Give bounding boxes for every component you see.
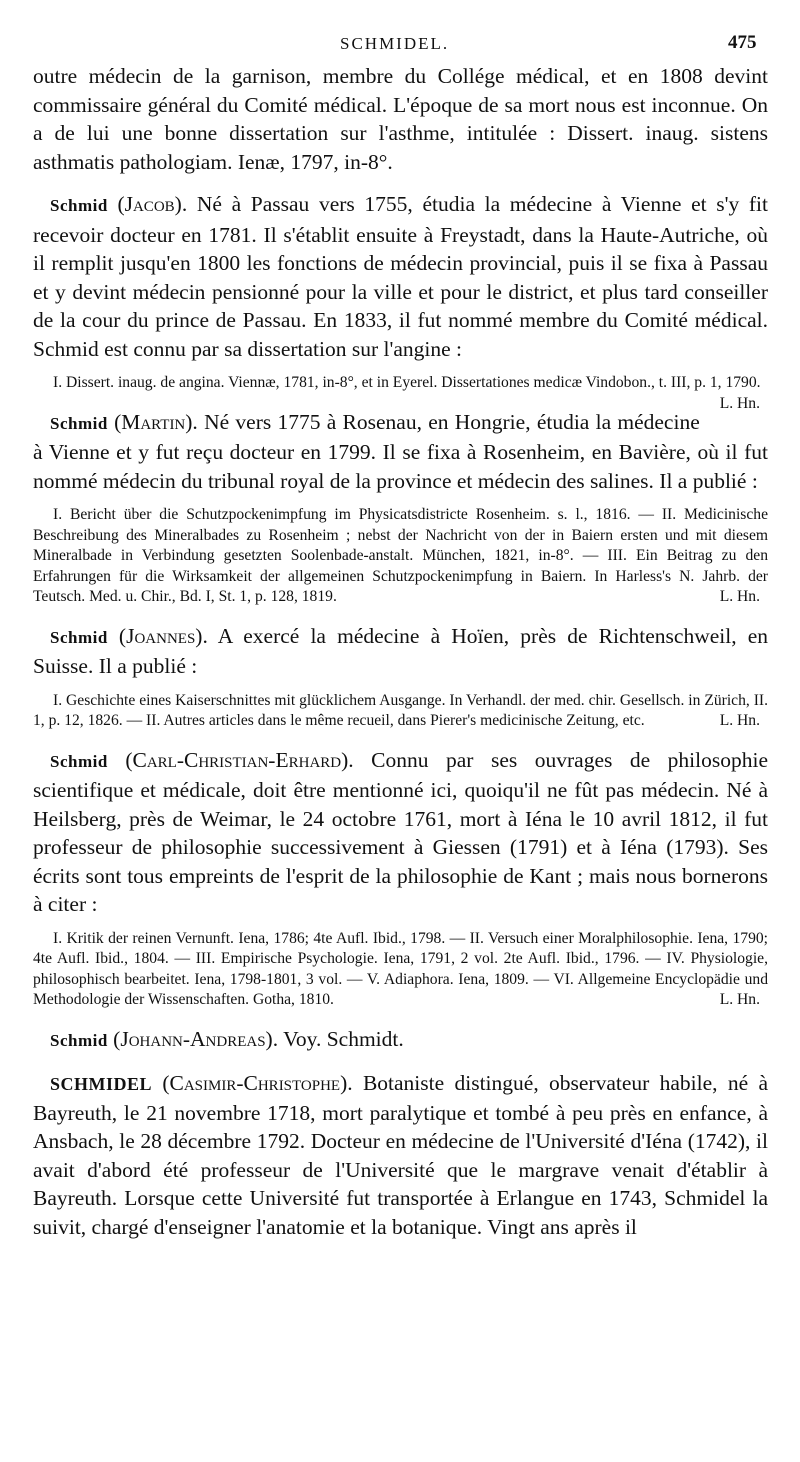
entry-given-name: (Carl-Christian-Erhard).	[125, 747, 354, 772]
entry-text: Voy. Schmidt.	[283, 1026, 404, 1051]
entry-schmid-joannes	[33, 622, 768, 681]
entry-schmidel	[33, 1069, 768, 1241]
entry-given-name: (Jacob).	[117, 192, 188, 216]
bibliography-joannes	[33, 691, 768, 732]
signature: L. Hn.	[719, 588, 760, 605]
entry-text: Botaniste distingué, observateur habile, né à Bayreuth, le 21 novembre 1718, mort paralytique et tombé à peu près en enfance, à Ansbach, le 28 décembre 1792. Docteur en médecine de l'Université d'Iéna (1742), il avait d'abord été professeur de l'Université que le margrave venait d'établir à Bayreuth. Lorsque cette Université fut transportée à Erlangue en 1743, Schmidel la suivit, chargé d'enseigner l'anatomie et la botanique. Vingt ans après il	[33, 1071, 769, 1239]
bibliography-carl	[33, 929, 768, 1011]
entry-given-name: (Martin).	[114, 409, 198, 434]
bibliography-text: I. Kritik der reinen Vernunft. Iena, 1786; 4te Aufl. Ibid., 1798. — II. Versuch einer Moralphilosophie. Iena, 1790; 4te Aufl. Ibid., 1804. — III. Empirische Psychologie. Iena, 1791, 2 vol. 2te Aufl. Ibid., 1796. — IV. Physiologie, philosophisch bearbeitet. Iena, 1798-1801, 3 vol. — V. Adiaphora. Iena, 1809. — VI. Allgemeine Encyclopädie und Methodologie der Wissenschaften. Gotha, 1810.	[33, 929, 768, 1008]
entry-text: Né à Passau vers 1755, étudia la médecine à Vienne et s'y fit recevoir docteur en 1781. Il s'établit ensuite à Freystadt, dans la Haute-Autriche, où il remplit jusqu'en 1800 les fonctions de médecin provincial, puis il se fixa à Passau et y devint médecin pensionné pour la ville et pour le district, et plus tard conseiller de la cour du prince de Passau. En 1833, il fut nommé membre du Comité médical. Schmid est connu par sa dissertation sur l'angine :	[33, 192, 769, 361]
page-body	[33, 62, 768, 1241]
signature: L. Hn.	[719, 991, 760, 1008]
running-title: SCHMIDEL.	[340, 34, 450, 53]
entry-given-name: (Casimir-Christophe).	[162, 1071, 353, 1095]
entry-schmid-carl	[33, 746, 768, 919]
bibliography-text: I. Bericht über die Schutzpockenimpfung im Physicatsdistricte Rosenheim. s. l., 1816. — II. Medicinische Beschreibung des Mineralbades zu Rosenheim ; nebst der Nachricht von der in Baiern ersten und mit diesem Mineralbade in Verbindung gesetzten Soolenbade-anstalt. München, 1821, in-8°. — III. Ein Beitrag zu den Erfahrungen für die Wirksamkeit der allgemeinen Schutzpockenimpfung in Baiern. In Harless's N. Jahrb. der Teutsch. Med. u. Chir., Bd. I, St. 1, p. 128, 1819.	[33, 506, 768, 605]
entry-schmid-jacob	[33, 190, 768, 363]
entry-text: Connu par ses ouvrages de philosophie scientifique et médicale, doit être mentionné ici, quoiqu'il ne fût pas médecin. Né à Heilsberg, près de Weimar, le 24 octobre 1761, mort à Iéna le 10 avril 1812, il fut professeur de philosophie successivement à Giessen (1791) et à Iéna (1793). Ses écrits sont tous empreints de l'esprit de la philosophie de Kant ; mais nous bornerons à citer :	[33, 747, 769, 916]
entry-name: Schmid	[50, 751, 108, 771]
entry-given-name: (Joannes).	[118, 623, 208, 648]
entry-name: SCHMIDEL	[50, 1074, 153, 1094]
entry-name: Schmid	[50, 1030, 108, 1050]
entry-name: Schmid	[50, 627, 108, 647]
bibliography-jacob	[33, 373, 768, 412]
bibliography-text: I. Dissert. inaug. de angina. Viennæ, 1781, in-8°, et in Eyerel. Dissertationes medicæ Vindobon., t. III, p. 1, 1790.	[53, 374, 761, 391]
page-header	[0, 34, 800, 58]
entry-schmid-martin	[33, 408, 768, 496]
entry-schmid-johann	[33, 1025, 768, 1056]
entry-text: Né vers 1775 à Rosenau, en Hongrie, étudia la médecine à Vienne et y fut reçu docteur en 1799. Il se fixa à Rosenheim, en Bavière, où il fut nommé médecin du tribunal royal de la province et médecin des salines. Il a publié :	[33, 409, 768, 493]
entry-name: Schmid	[50, 196, 108, 215]
bibliography-martin	[33, 505, 768, 608]
entry-text: A exercé la médecine à Hoïen, près de Richtenschweil, en Suisse. Il a publié :	[33, 623, 768, 678]
page-number: 475	[728, 32, 757, 53]
bibliography-text: I. Geschichte eines Kaiserschnittes mit glücklichem Ausgange. In Verhandl. der med. chir. Gesellsch. in Zürich, II. 1, p. 12, 1826. — II. Autres articles dans le même recueil, dans Pierer's medicinische Zeitung, etc.	[33, 691, 768, 729]
intro-paragraph: outre médecin de la garnison, membre du Collége médical, et en 1808 devint commissaire général du Comité médical. L'époque de sa mort nous est inconnue. On a de lui une bonne dissertation sur l'asthme, intitulée : Dissert. inaug. sistens asthmatis pathologiam. Ienæ, 1797, in-8°.	[33, 64, 768, 174]
signature: L. Hn.	[719, 712, 760, 729]
entry-given-name: (Johann-Andreas).	[113, 1026, 279, 1051]
entry-name: Schmid	[50, 413, 108, 433]
signature: L. Hn.	[719, 394, 760, 412]
